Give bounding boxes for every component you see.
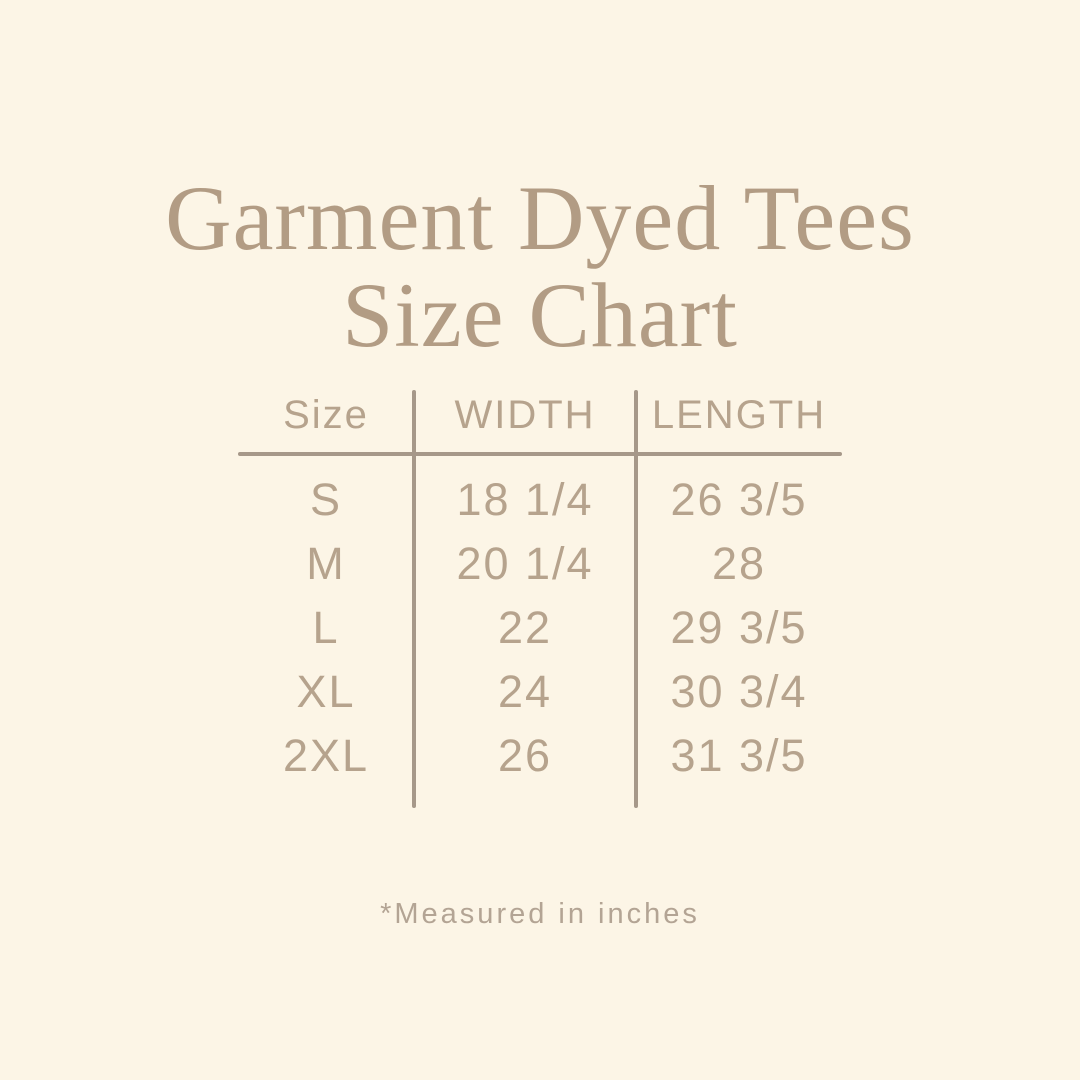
size-cell: L (312, 602, 340, 653)
width-cell: 22 (497, 602, 553, 653)
length-cell: 29 3/5 (670, 602, 808, 653)
length-cell: 28 (711, 538, 767, 589)
table-body (238, 468, 842, 788)
length-cell: 30 3/4 (670, 666, 808, 717)
column-header-length: LENGTH (651, 392, 827, 437)
page-title-line2: Size Chart (342, 263, 738, 366)
measurement-note: *Measured in inches (380, 898, 700, 930)
table-header-row (238, 390, 842, 452)
length-cell: 31 3/5 (670, 730, 808, 781)
size-cell: S (309, 474, 342, 525)
width-cell: 26 (497, 730, 553, 781)
column-header-width: WIDTH (454, 392, 596, 437)
header-underline (238, 452, 842, 456)
width-cell: 18 1/4 (456, 474, 594, 525)
size-cell: XL (296, 666, 356, 717)
column-header-size: Size (283, 392, 369, 437)
size-cell: 2XL (282, 730, 370, 781)
page-title-line1: Garment Dyed Tees (165, 166, 915, 269)
page-title (0, 166, 1080, 366)
size-table (238, 390, 842, 808)
width-cell: 20 1/4 (456, 538, 594, 589)
size-cell: M (306, 538, 346, 589)
length-cell: 26 3/5 (670, 474, 808, 525)
width-cell: 24 (497, 666, 553, 717)
